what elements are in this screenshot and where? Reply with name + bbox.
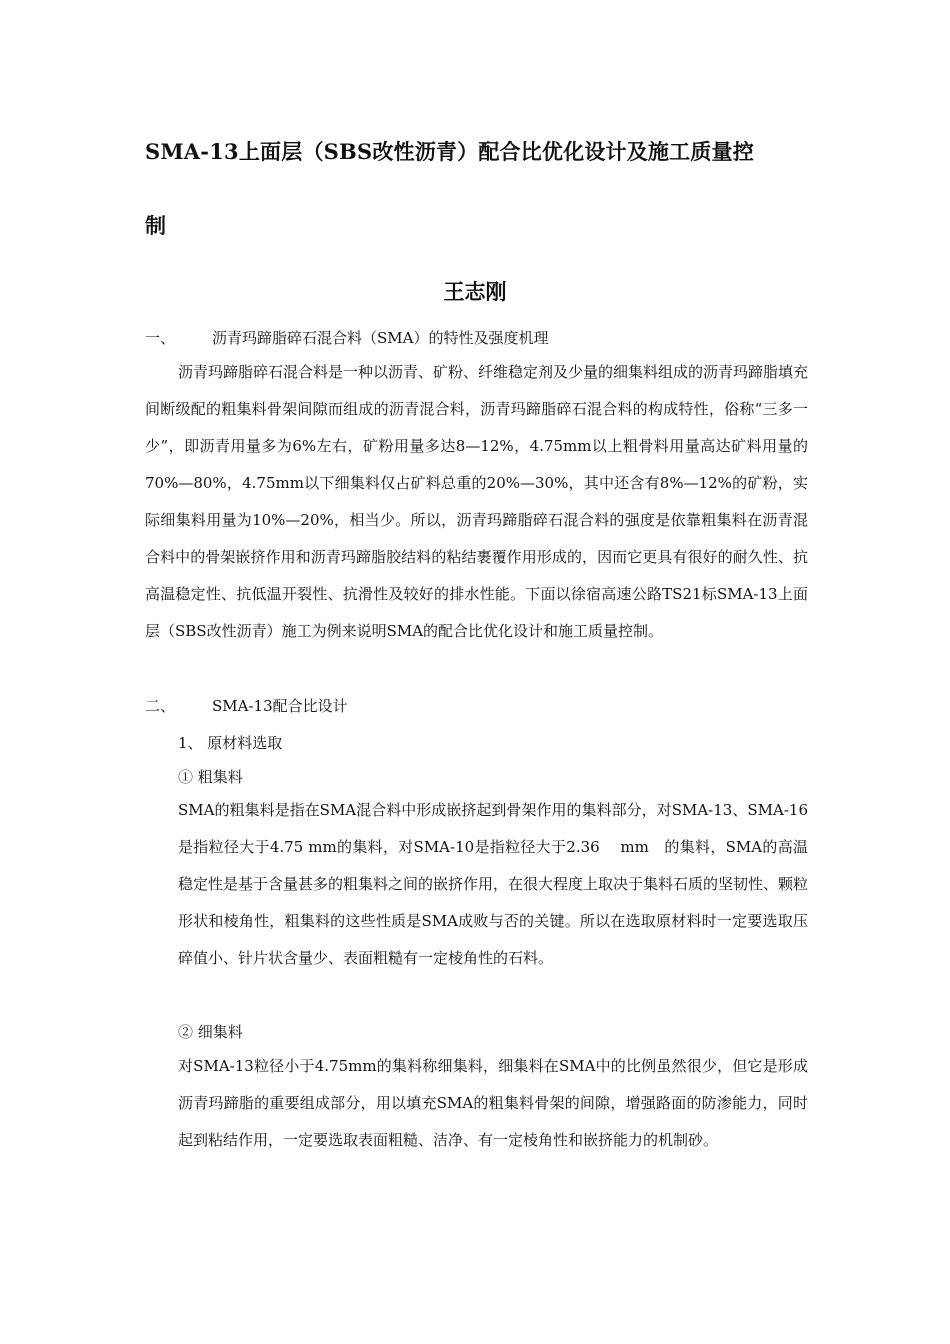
document-title-line-2: 制 [145, 213, 167, 238]
fine-aggregate-label: ② 细集料 [178, 1023, 243, 1041]
section-2-title: SMA-13配合比设计 [212, 697, 348, 715]
document-title-line-1: SMA-13上面层（SBS改性沥青）配合比优化设计及施工质量控 [145, 139, 754, 164]
section-2-heading [145, 695, 348, 717]
section-2-number: 二、 [145, 697, 176, 715]
section-1-number: 一、 [145, 329, 176, 347]
section-1-heading [145, 327, 548, 349]
coarse-aggregate-paragraph: SMA的粗集料是指在SMA混合料中形成嵌挤起到骨架作用的集料部分，对SMA-13、SMA-16是指粒径大于4.75 mm的集料，对SMA-10是指粒径大于2.36 mm 的集料，SMA的高温稳定性是基于含量甚多的粗集料之间的嵌挤作用，在很大程度上取决于集料石质的坚韧性、颗粒形状和棱角性，粗集料的这些性质是SMA成败与否的关键。所以在选取原材料时一定要选取压碎值小、针片状含量少、表面粗糙有一定棱角性的石料。 [178, 801, 809, 967]
subsection-1-heading: 1、 原材料选取 [178, 734, 283, 752]
section-1-title: 沥青玛蹄脂碎石混合料（SMA）的特性及强度机理 [212, 329, 549, 347]
section-1-paragraph: 沥青玛蹄脂碎石混合料是一种以沥青、矿粉、纤维稳定剂及少量的细集料组成的沥青玛蹄脂填充间断级配的粗集料骨架间隙而组成的沥青混合料，沥青玛蹄脂碎石混合料的构成特性，俗称“三多一少”，即沥青用量多为6%左右，矿粉用量多达8—12%，4.75mm以上粗骨料用量高达矿料用量的70%—80%，4.75mm以下细集料仅占矿料总重的20%—30%，其中还含有8%—12%的矿粉，实际细集料用量为10%—20%，相当少。所以，沥青玛蹄脂碎石混合料的强度是依靠粗集料在沥青混合料中的骨架嵌挤作用和沥青玛蹄脂胶结料的粘结裹覆作用形成的，因而它更具有很好的耐久性、抗高温稳定性、抗低温开裂性、抗滑性及较好的排水性能。下面以徐宿高速公路TS21标SMA-13上面层（SBS改性沥青）施工为例来说明SMA的配合比优化设计和施工质量控制。 [145, 363, 809, 640]
coarse-aggregate-label: ① 粗集料 [178, 768, 243, 786]
author-name: 王志刚 [443, 279, 507, 304]
fine-aggregate-paragraph: 对SMA-13粒径小于4.75mm的集料称细集料，细集料在SMA中的比例虽然很少，但它是形成沥青玛蹄脂的重要组成部分，用以填充SMA的粗集料骨架的间隙，增强路面的防渗能力，同时起到粘结作用，一定要选取表面粗糙、洁净、有一定棱角性和嵌挤能力的机制砂。 [178, 1057, 808, 1149]
